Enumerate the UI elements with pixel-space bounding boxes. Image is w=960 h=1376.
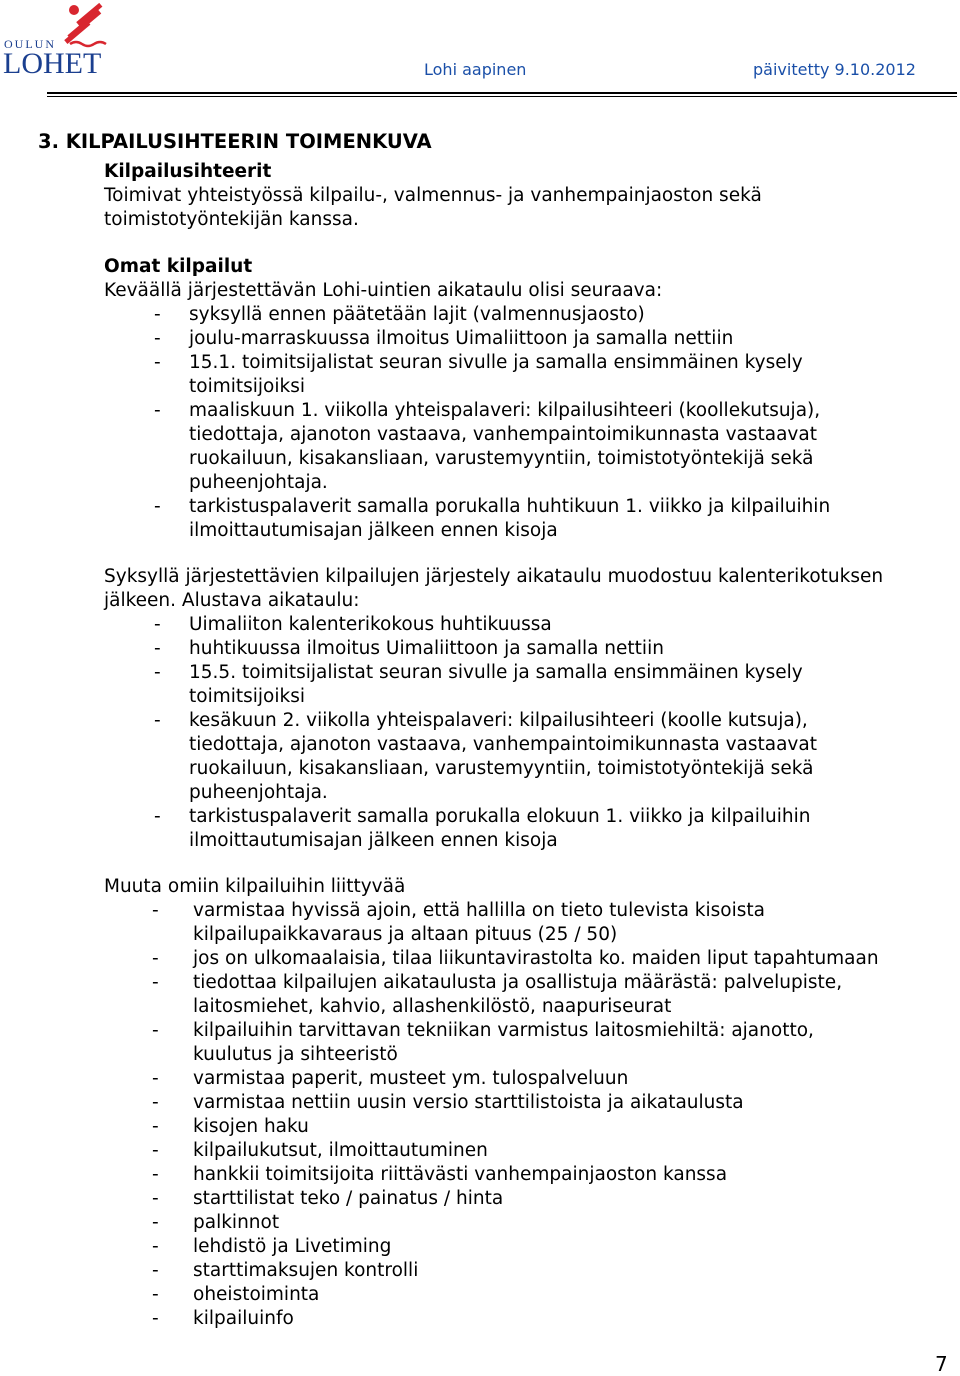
list-item-line: puheenjohtaja. [189, 472, 328, 493]
list-item-line: kilpailukutsut, ilmoittautuminen [193, 1140, 488, 1161]
list-item-line: maaliskuun 1. viikolla yhteispalaveri: kilpailusihteeri (koollekutsuja), [189, 400, 821, 421]
header-divider-thin [47, 96, 957, 97]
list-item-line: kuulutus ja sihteeristö [193, 1044, 398, 1065]
list-item [104, 1187, 944, 1211]
dash-bullet: - [152, 948, 159, 969]
list-item-line: huhtikuussa ilmoitus Uimaliittoon ja samalla nettiin [189, 638, 664, 659]
syksy-lead-line: Syksyllä järjestettävien kilpailujen järjestely aikataulu muodostuu kalenterikotuksen [104, 566, 884, 587]
list-item-line: ruokailuun, kisakansliaan, varustemyyntiin, toimistotyöntekijä sekä [189, 448, 814, 469]
list-item [104, 1019, 944, 1067]
dash-bullet: - [154, 806, 161, 827]
dash-bullet: - [152, 1164, 159, 1185]
dash-bullet: - [154, 614, 161, 635]
list-item-line: lehdistö ja Livetiming [193, 1236, 392, 1257]
list-item [104, 351, 944, 399]
dash-bullet: - [152, 1212, 159, 1233]
list-item-line: Uimaliiton kalenterikokous huhtikuussa [189, 614, 552, 635]
list-item-line: kisojen haku [193, 1116, 309, 1137]
dash-bullet: - [152, 1092, 159, 1113]
swimmer-logo-icon [64, 3, 106, 46]
dash-bullet: - [152, 1140, 159, 1161]
logo-lohet-text: LOHET [3, 47, 102, 80]
list-item [104, 1139, 944, 1163]
dash-bullet: - [154, 496, 161, 517]
list-item [104, 303, 944, 327]
list-item-line: tarkistuspalaverit samalla porukalla elokuun 1. viikko ja kilpailuihin [189, 806, 811, 827]
list-item [104, 399, 944, 495]
list-item-line: palkinnot [193, 1212, 280, 1233]
intro-heading: Kilpailusihteerit [104, 161, 272, 182]
dash-bullet: - [152, 1236, 159, 1257]
list-item-line: kesäkuun 2. viikolla yhteispalaveri: kilpailusihteeri (koolle kutsuja), [189, 710, 808, 731]
list-item [104, 327, 944, 351]
list-item-line: kilpailuihin tarvittavan tekniikan varmistus laitosmiehiltä: ajanotto, [193, 1020, 814, 1041]
list-item-line: 15.5. toimitsijalistat seuran sivulle ja samalla ensimmäinen kysely [189, 662, 803, 683]
list-item [104, 971, 944, 1019]
dash-bullet: - [154, 352, 161, 373]
list-item [104, 637, 944, 661]
omat-kilpailut-block [104, 255, 944, 543]
logo-oulun-text: OULUN [4, 37, 56, 51]
dash-bullet: - [152, 900, 159, 921]
list-item-line: starttilistat teko / painatus / hinta [193, 1188, 504, 1209]
list-item [104, 661, 944, 709]
list-item-line: tiedottaa kilpailujen aikataulusta ja osallistuja määrästä: palvelupiste, [193, 972, 843, 993]
list-item-line: tiedottaja, ajanoton vastaava, vanhempaintoimikunnasta vastaavat [189, 424, 817, 445]
dash-bullet: - [152, 1308, 159, 1329]
dash-bullet: - [152, 1188, 159, 1209]
list-item-line: ilmoittautumisajan jälkeen ennen kisoja [189, 520, 558, 541]
omat-lead: Keväällä järjestettävän Lohi-uintien aikataulu olisi seuraava: [104, 280, 663, 301]
list-item-line: jos on ulkomaalaisia, tilaa liikuntavirastolta ko. maiden liput tapahtumaan [193, 948, 879, 969]
list-item [104, 805, 944, 853]
list-item-line: tiedottaja, ajanoton vastaava, vanhempaintoimikunnasta vastaavat [189, 734, 817, 755]
dash-bullet: - [154, 304, 161, 325]
list-item-line: 15.1. toimitsijalistat seuran sivulle ja samalla ensimmäinen kysely [189, 352, 803, 373]
list-item [104, 1307, 944, 1331]
list-item-line: ilmoittautumisajan jälkeen ennen kisoja [189, 830, 558, 851]
header-divider [47, 92, 957, 94]
list-item [104, 613, 944, 637]
muuta-heading: Muuta omiin kilpailuihin liittyvää [104, 876, 406, 897]
intro-block [104, 160, 944, 232]
list-item-line: kilpailuinfo [193, 1308, 294, 1329]
syksy-block [104, 565, 944, 853]
intro-line: toimistotyöntekijän kanssa. [104, 209, 359, 230]
document-title: Lohi aapinen [424, 60, 527, 79]
list-item [104, 1235, 944, 1259]
omat-list [104, 303, 944, 543]
dash-bullet: - [152, 1068, 159, 1089]
list-item-line: toimitsijoiksi [189, 686, 305, 707]
list-item [104, 1211, 944, 1235]
list-item [104, 1259, 944, 1283]
list-item [104, 947, 944, 971]
intro-line: Toimivat yhteistyössä kilpailu-, valmennus- ja vanhempainjaoston sekä [104, 185, 762, 206]
oulun-lohet-logo [0, 0, 120, 80]
page-number: 7 [935, 1352, 948, 1376]
list-item-line: toimitsijoiksi [189, 376, 305, 397]
omat-heading: Omat kilpailut [104, 256, 253, 277]
dash-bullet: - [152, 972, 159, 993]
dash-bullet: - [154, 662, 161, 683]
dash-bullet: - [154, 638, 161, 659]
syksy-list [104, 613, 944, 853]
list-item [104, 1283, 944, 1307]
dash-bullet: - [154, 400, 161, 421]
list-item [104, 1091, 944, 1115]
muuta-list [104, 899, 944, 1331]
list-item-line: hankkii toimitsijoita riittävästi vanhempainjaoston kanssa [193, 1164, 728, 1185]
list-item-line: puheenjohtaja. [189, 782, 328, 803]
list-item-line: laitosmiehet, kahvio, allashenkilöstö, naapuriseurat [193, 996, 672, 1017]
list-item-line: syksyllä ennen päätetään lajit (valmennusjaosto) [189, 304, 645, 325]
list-item-line: oheistoiminta [193, 1284, 320, 1305]
dash-bullet: - [154, 328, 161, 349]
list-item [104, 1163, 944, 1187]
list-item [104, 495, 944, 543]
dash-bullet: - [154, 710, 161, 731]
list-item [104, 899, 944, 947]
list-item-line: varmistaa paperit, musteet ym. tulospalveluun [193, 1068, 629, 1089]
list-item-line: varmistaa nettiin uusin versio starttilistoista ja aikataulusta [193, 1092, 744, 1113]
dash-bullet: - [152, 1020, 159, 1041]
updated-date: päivitetty 9.10.2012 [753, 60, 916, 79]
list-item [104, 709, 944, 805]
dash-bullet: - [152, 1284, 159, 1305]
section-title: 3. KILPAILUSIHTEERIN TOIMENKUVA [38, 130, 432, 153]
list-item-line: tarkistuspalaverit samalla porukalla huhtikuun 1. viikko ja kilpailuihin [189, 496, 831, 517]
syksy-lead-line: jälkeen. Alustava aikataulu: [104, 590, 360, 611]
list-item [104, 1067, 944, 1091]
dash-bullet: - [152, 1260, 159, 1281]
muuta-block [104, 875, 944, 1331]
dash-bullet: - [152, 1116, 159, 1137]
list-item [104, 1115, 944, 1139]
list-item-line: varmistaa hyvissä ajoin, että hallilla on tieto tulevista kisoista [193, 900, 765, 921]
list-item-line: ruokailuun, kisakansliaan, varustemyyntiin, toimistotyöntekijä sekä [189, 758, 814, 779]
list-item-line: starttimaksujen kontrolli [193, 1260, 419, 1281]
list-item-line: kilpailupaikkavaraus ja altaan pituus (25 / 50) [193, 924, 618, 945]
list-item-line: joulu-marraskuussa ilmoitus Uimaliittoon ja samalla nettiin [189, 328, 734, 349]
